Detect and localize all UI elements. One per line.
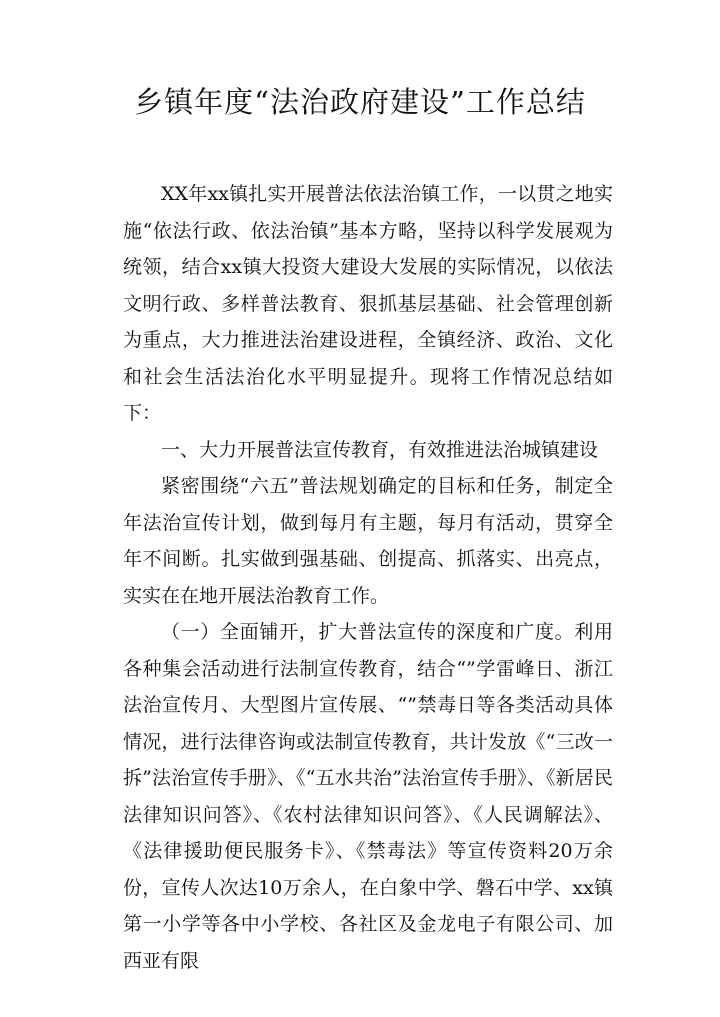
document-body (123, 176, 613, 979)
section-1-paragraph: 紧密围绕“六五”普法规划确定的目标和任务，制定全年法治宣传计划，做到每月有主题，每月有活动，贯穿全年不间断。扎实做到强基础、创提高、抓落实、出亮点，实实在在地开展法治教育工作。 (123, 475, 613, 607)
section-heading-1: 一、大力开展普法宣传教育，有效推进法治城镇建设 (161, 438, 599, 461)
intro-paragraph: XX年xx镇扎实开展普法依法治镇工作，一以贯之地实施“依法行政、依法治镇”基本方略，坚持以科学发展观为统领，结合xx镇大投资大建设大发展的实际情况，以依法文明行政、多样普法教育、狠抓基层基础、社会管理创新为重点，大力推进法治建设进程，全镇经济、政治、文化和社会生活法治化水平明显提升。现将工作情况总结如下： (123, 183, 613, 424)
subsection-1-paragraph: （一）全面铺开，扩大普法宣传的深度和广度。利用各种集会活动进行法制宣传教育，结合“”学雷峰日、浙江法治宣传月、大型图片宣传展、“”禁毒日等各类活动具体情况，进行法律咨询或法制宣传教育，共计发放《“三改一拆”法治宣传手册》、《“五水共治”法治宣传手册》、《新居民法律知识问答》、《农村法律知识问答》、《人民调解法》、《法律援助便民服务卡》、《禁毒法》等宣传资料20万余份，宣传人次达10万余人，在白象中学、磐石中学、xx镇第一小学等各中小学校、各社区及金龙电子有限公司、加西亚有限 (123, 621, 613, 972)
document-title: 乡镇年度“法治政府建设”工作总结 (134, 85, 586, 119)
